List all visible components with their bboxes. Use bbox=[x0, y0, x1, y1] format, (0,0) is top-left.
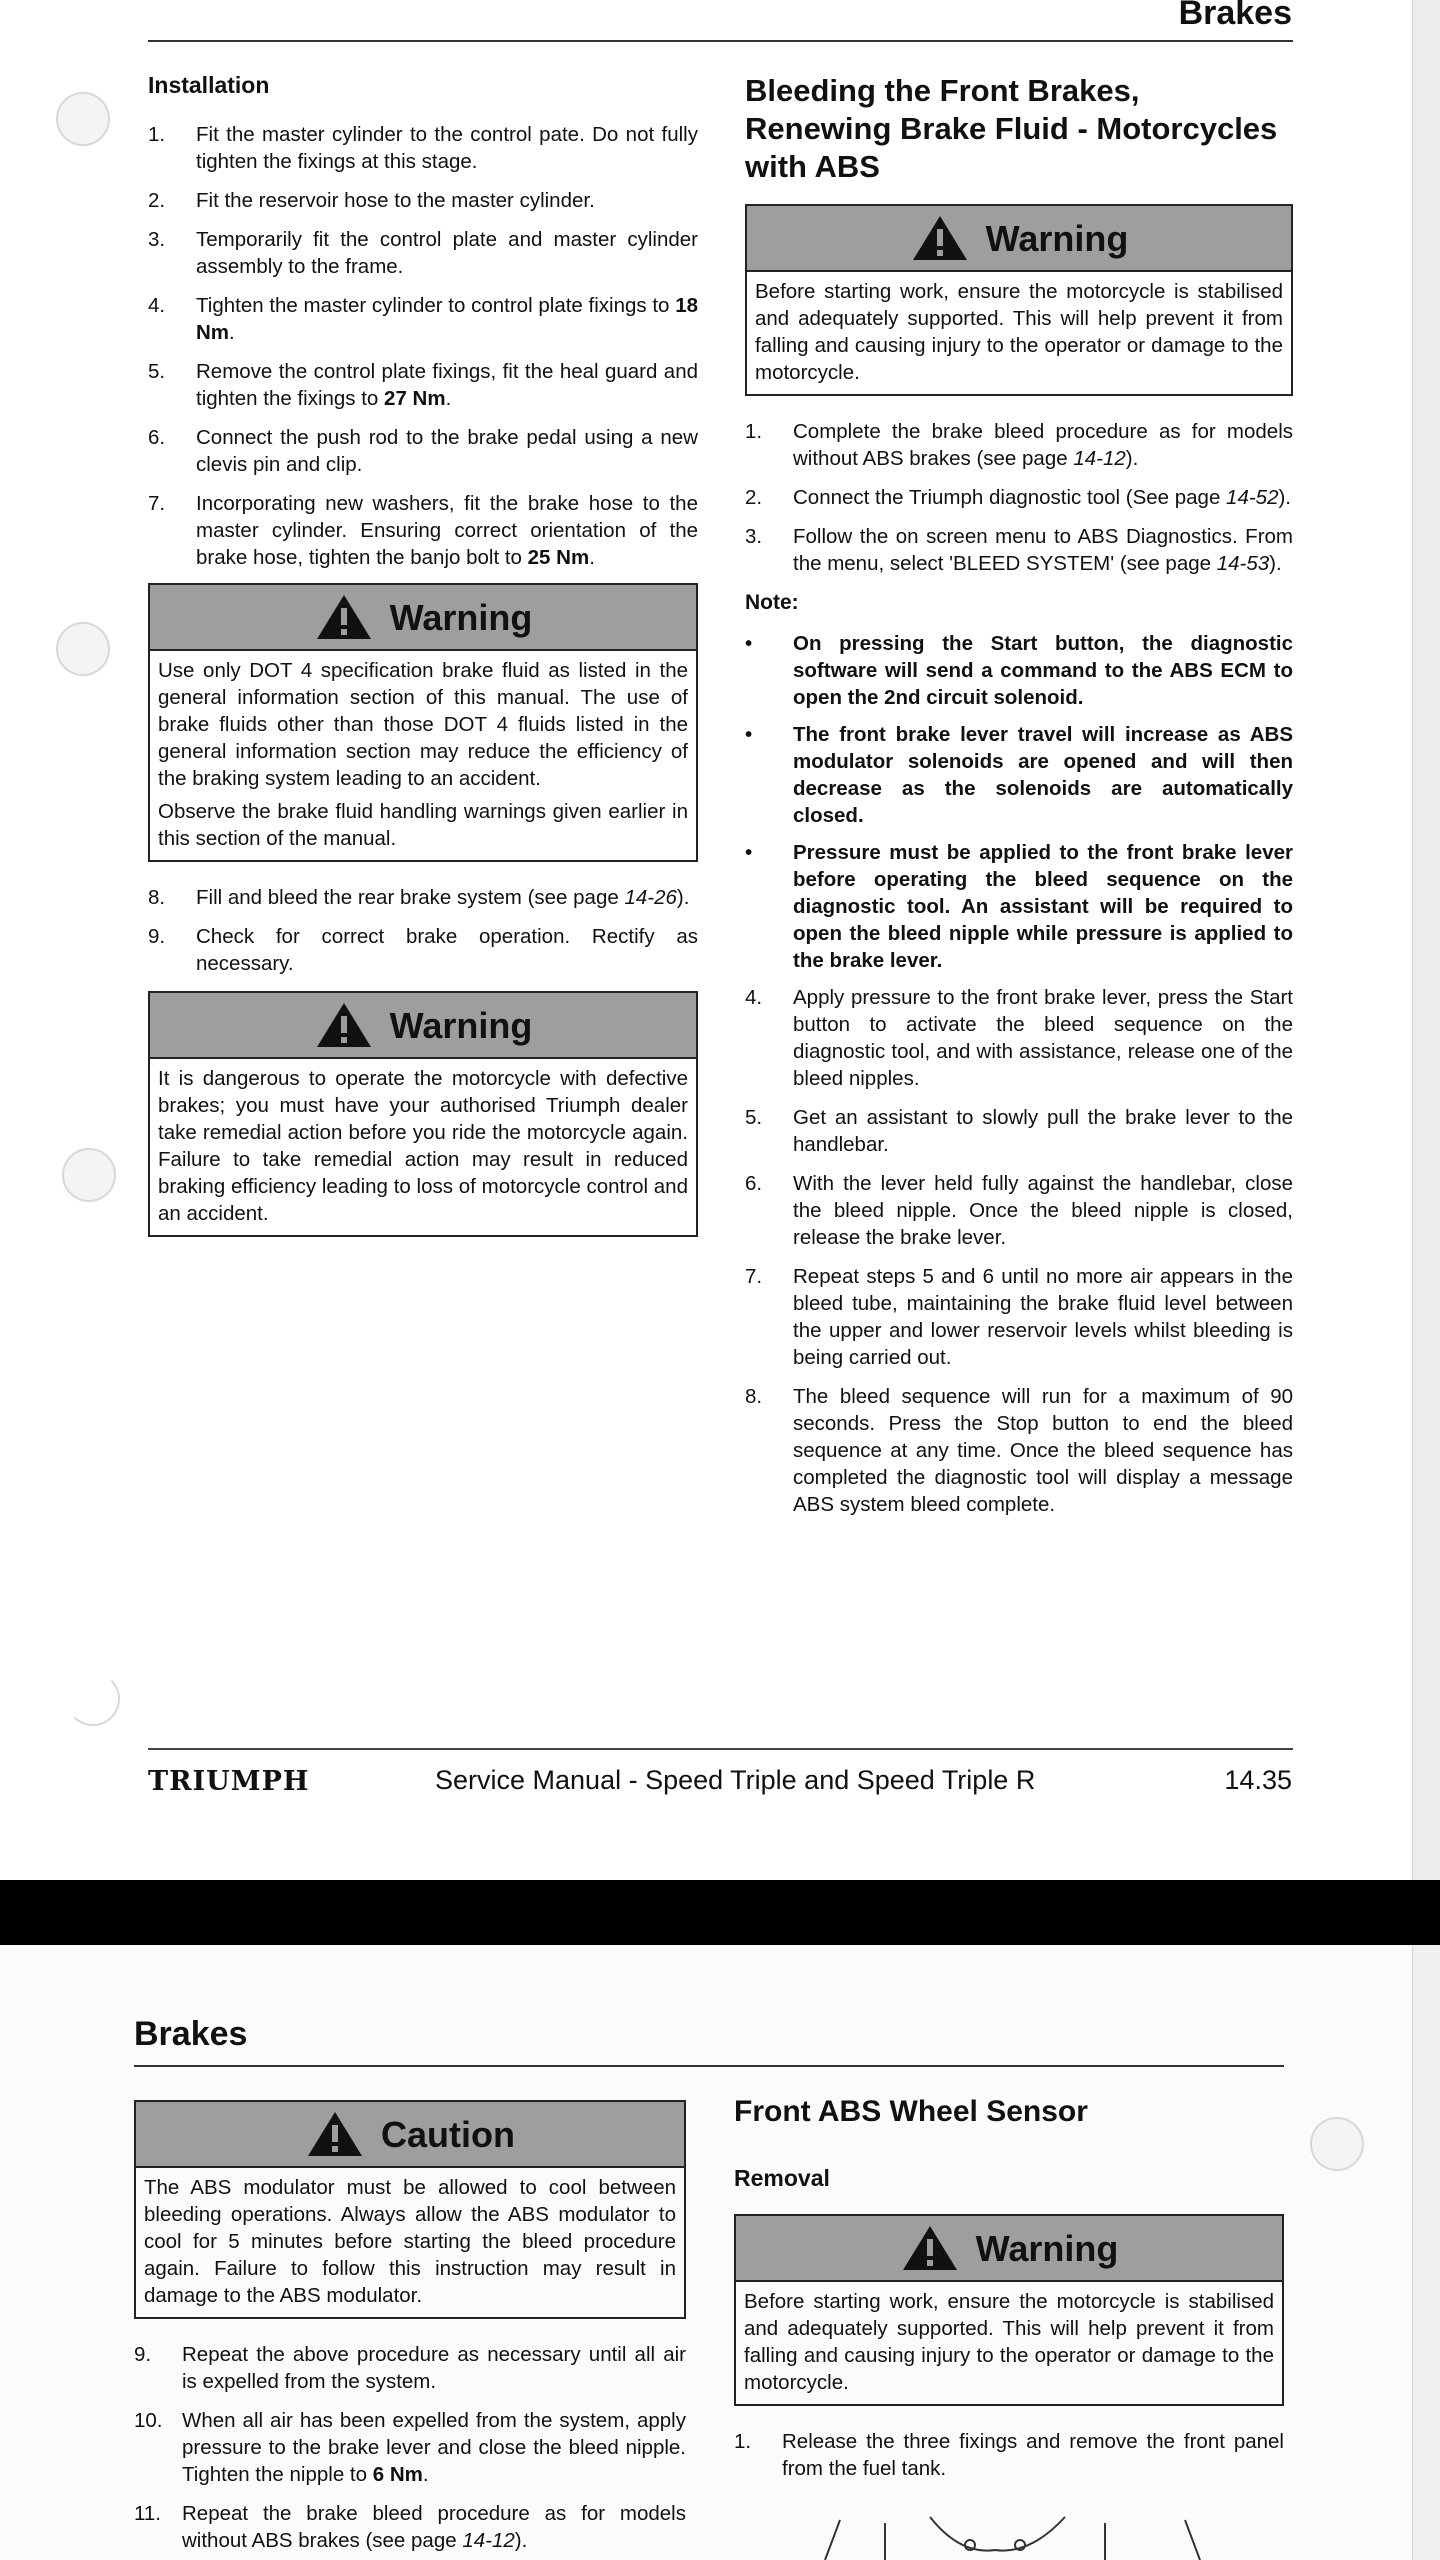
step-text: Apply pressure to the front brake lever, press the Start button to activate the bleed sequence on the diagnostic tool, and with assistance, release one of the bleed nipples. bbox=[793, 986, 1293, 1090]
warning-text: It is dangerous to operate the motorcycle with defective brakes; you must have your authorised Triumph dealer take remedial action before you ride the motorcycle again. Failure to take remedial action may result in reduced braking efficiency leading to loss of motorcycle control and an accident. bbox=[158, 1067, 688, 1225]
installation-steps bbox=[148, 121, 698, 571]
binder-hole bbox=[1310, 2117, 1364, 2171]
step-number: 8. bbox=[745, 1385, 763, 1408]
page-reference: 14-12 bbox=[462, 2529, 515, 2552]
step-number: 8. bbox=[148, 886, 166, 909]
step-text-part: ). bbox=[1125, 447, 1139, 470]
warning-header bbox=[150, 993, 696, 1059]
notes-list bbox=[745, 630, 1293, 974]
header-rule bbox=[134, 2065, 1284, 2067]
step-text-part: Fill and bleed the rear brake system (see page bbox=[196, 886, 625, 909]
right-column bbox=[734, 2093, 1284, 2494]
step-item bbox=[148, 292, 698, 346]
page-header-title: Brakes bbox=[1178, 0, 1292, 32]
step-text: Fit the master cylinder to the control pate. Do not fully tighten the fixings at this stage. bbox=[196, 123, 698, 173]
page-reference: 14-12 bbox=[1073, 447, 1126, 470]
warning-box bbox=[148, 991, 698, 1237]
step-text: The bleed sequence will run for a maximum of 90 seconds. Press the Stop button to end the bleed sequence at any time. Once the bleed sequence has completed the diagnostic tool will display a message ABS system bleed complete. bbox=[793, 1385, 1293, 1516]
step-text: Repeat the above procedure as necessary until all air is expelled from the system. bbox=[182, 2343, 686, 2393]
warning-text: Observe the brake fluid handling warnings given earlier in this section of the manual. bbox=[158, 800, 688, 850]
step-item bbox=[745, 418, 1293, 472]
caution-label: Caution bbox=[381, 2113, 515, 2155]
step-text: Connect the push rod to the brake pedal using a new clevis pin and clip. bbox=[196, 426, 698, 476]
left-column bbox=[134, 2100, 686, 2560]
step-number: 7. bbox=[148, 492, 166, 515]
warning-label: Warning bbox=[389, 1004, 533, 1046]
step-item bbox=[148, 490, 698, 571]
note-item bbox=[745, 721, 1293, 829]
step-item bbox=[745, 484, 1293, 511]
warning-header bbox=[736, 2216, 1282, 2282]
step-item bbox=[148, 121, 698, 175]
warning-triangle-icon bbox=[314, 592, 374, 642]
bleeding-steps bbox=[745, 418, 1293, 577]
warning-triangle-icon bbox=[900, 2223, 960, 2273]
page-edge bbox=[1412, 1945, 1440, 2560]
step-text-part: . bbox=[229, 321, 235, 344]
page-edge bbox=[1412, 0, 1440, 1880]
warning-header bbox=[150, 585, 696, 651]
installation-steps-cont bbox=[148, 884, 698, 977]
step-number: 7. bbox=[745, 1265, 763, 1288]
step-item bbox=[134, 2341, 686, 2395]
page-reference: 14-26 bbox=[624, 886, 677, 909]
step-number: 3. bbox=[745, 525, 763, 548]
warning-label: Warning bbox=[389, 596, 533, 638]
step-item bbox=[148, 226, 698, 280]
step-text-part: ). bbox=[514, 2529, 528, 2552]
header-rule bbox=[148, 40, 1293, 42]
step-text: With the lever held fully against the handlebar, close the bleed nipple. Once the bleed nipple is closed, release the brake lever. bbox=[793, 1172, 1293, 1249]
step-number: 2. bbox=[745, 486, 763, 509]
triumph-logo: TRIUMPH bbox=[148, 1766, 310, 1797]
step-text: Fit the reservoir hose to the master cylinder. bbox=[196, 189, 595, 212]
step-text: Release the three fixings and remove the front panel from the fuel tank. bbox=[782, 2430, 1284, 2480]
footer-title: Service Manual - Speed Triple and Speed Triple R bbox=[435, 1765, 1036, 1795]
step-item bbox=[148, 424, 698, 478]
right-column bbox=[745, 72, 1293, 1530]
step-text-part: . bbox=[445, 387, 452, 410]
step-number: 5. bbox=[148, 360, 166, 383]
binder-hole bbox=[66, 1672, 120, 1726]
step-text-part: Tighten the master cylinder to control plate fixings to bbox=[196, 294, 676, 317]
note-item bbox=[745, 839, 1293, 974]
step-item bbox=[148, 923, 698, 977]
torque-value: 6 Nm bbox=[372, 2463, 423, 2486]
caution-header bbox=[136, 2102, 684, 2168]
step-item bbox=[148, 884, 698, 911]
step-item bbox=[745, 984, 1293, 1092]
step-item bbox=[148, 187, 698, 214]
note-text: On pressing the Start button, the diagnostic software will send a command to the ABS ECM to open the 2nd circuit solenoid. bbox=[793, 632, 1293, 709]
warning-box bbox=[734, 2214, 1284, 2406]
step-text: Temporarily fit the control plate and master cylinder assembly to the frame. bbox=[196, 228, 698, 278]
binder-hole bbox=[56, 622, 110, 676]
step-item bbox=[745, 523, 1293, 577]
caution-box bbox=[134, 2100, 686, 2319]
step-text bbox=[196, 358, 698, 412]
page-reference: 14-53 bbox=[1216, 552, 1270, 575]
footer-rule bbox=[148, 1748, 1293, 1750]
section-heading-installation: Installation bbox=[148, 72, 270, 98]
warning-label: Warning bbox=[985, 217, 1129, 259]
step-number: 2. bbox=[148, 189, 166, 212]
note-text: The front brake lever travel will increase as ABS modulator solenoids are opened and will then decrease as the solenoids are automatically closed. bbox=[793, 723, 1293, 827]
step-text-part: . bbox=[422, 2463, 429, 2486]
step-text bbox=[793, 484, 1293, 511]
step-text-part: ). bbox=[676, 886, 690, 909]
caution-body bbox=[136, 2168, 684, 2317]
step-text bbox=[196, 490, 698, 571]
section-heading-wheel-sensor: Front ABS Wheel Sensor bbox=[734, 2095, 1088, 2128]
warning-text: Before starting work, ensure the motorcycle is stabilised and adequately supported. This will help prevent it from falling and causing injury to the operator or damage to the motorcycle. bbox=[744, 2290, 1274, 2394]
step-text-part: Connect the Triumph diagnostic tool (See page bbox=[793, 486, 1227, 509]
step-number: 1. bbox=[734, 2430, 752, 2453]
step-text-part: ). bbox=[1269, 552, 1282, 575]
step-text bbox=[182, 2500, 686, 2554]
left-column bbox=[148, 72, 698, 1259]
binder-hole bbox=[62, 1148, 116, 1202]
step-number: 10. bbox=[134, 2409, 163, 2432]
torque-value: 18 Nm bbox=[196, 294, 698, 344]
step-number: 9. bbox=[148, 925, 166, 948]
step-number: 6. bbox=[148, 426, 166, 449]
step-number: 1. bbox=[745, 420, 763, 443]
warning-body bbox=[150, 651, 696, 860]
warning-triangle-icon bbox=[314, 1000, 374, 1050]
binder-hole bbox=[56, 92, 110, 146]
bullet-icon: • bbox=[745, 841, 753, 864]
warning-label: Warning bbox=[975, 2227, 1119, 2269]
step-text bbox=[196, 292, 698, 346]
note-text: Pressure must be applied to the front brake lever before operating the bleed sequence on the diagnostic tool. An assistant will be required to open the bleed nipple while pressure is applied to the brake lever. bbox=[793, 841, 1293, 972]
page-header-title: Brakes bbox=[134, 2015, 248, 2053]
page-number: 14.35 bbox=[1224, 1765, 1292, 1795]
step-item bbox=[134, 2407, 686, 2488]
note-item bbox=[745, 630, 1293, 711]
step-item bbox=[745, 1104, 1293, 1158]
manual-page-next bbox=[0, 1945, 1440, 2560]
subheading-removal: Removal bbox=[734, 2165, 830, 2191]
step-item bbox=[134, 2500, 686, 2554]
step-text-part: When all air has been expelled from the system, apply pressure to the brake lever and close the bleed nipple. Tighten the nipple to bbox=[182, 2409, 686, 2486]
step-item bbox=[745, 1170, 1293, 1251]
step-number: 11. bbox=[134, 2502, 161, 2525]
step-number: 6. bbox=[745, 1172, 763, 1195]
step-text: Get an assistant to slowly pull the brake lever to the handlebar. bbox=[793, 1106, 1293, 1156]
step-number: 5. bbox=[745, 1106, 763, 1129]
step-text-part: Follow the on screen menu to ABS Diagnostics. From the menu, select 'BLEED SYSTEM' (see page bbox=[793, 525, 1293, 575]
step-item bbox=[148, 358, 698, 412]
caution-triangle-icon bbox=[305, 2109, 365, 2159]
step-text-part: Incorporating new washers, fit the brake hose to the master cylinder. Ensuring correct orientation of the brake hose, tighten the banjo bolt to bbox=[196, 492, 698, 569]
warning-box bbox=[745, 204, 1293, 396]
step-text: Check for correct brake operation. Rectify as necessary. bbox=[196, 925, 698, 975]
section-heading-bleeding: Bleeding the Front Brakes, Renewing Brake Fluid - Motorcycles with ABS bbox=[745, 73, 1278, 184]
warning-text: Use only DOT 4 specification brake fluid as listed in the general information section of this manual. The use of brake fluids other than those DOT 4 fluids listed in the general information section may reduce the efficiency of the braking system leading to an accident. bbox=[158, 659, 688, 790]
step-item bbox=[734, 2428, 1284, 2482]
warning-body bbox=[747, 272, 1291, 394]
step-number: 4. bbox=[148, 294, 166, 317]
bleeding-steps-cont bbox=[134, 2341, 686, 2554]
step-item bbox=[745, 1383, 1293, 1518]
removal-steps bbox=[734, 2428, 1284, 2482]
warning-box bbox=[148, 583, 698, 862]
fuel-tank-illustration bbox=[780, 2515, 1240, 2560]
step-text bbox=[793, 523, 1293, 577]
step-item bbox=[745, 1263, 1293, 1371]
warning-header bbox=[747, 206, 1291, 272]
caution-text: The ABS modulator must be allowed to cool between bleeding operations. Always allow the ABS modulator to cool for 5 minutes before starting the bleed procedure again. Failure to follow this instruction may result in damage to the ABS modulator. bbox=[144, 2176, 676, 2307]
step-text-part: Repeat the brake bleed procedure as for models without ABS brakes (see page bbox=[182, 2502, 686, 2552]
torque-value: 27 Nm bbox=[384, 387, 446, 410]
bullet-icon: • bbox=[745, 723, 753, 746]
step-text-part: ). bbox=[1278, 486, 1292, 509]
warning-body bbox=[736, 2282, 1282, 2404]
page-reference: 14-52 bbox=[1226, 486, 1279, 509]
step-text bbox=[793, 418, 1293, 472]
warning-body bbox=[150, 1059, 696, 1235]
warning-text: Before starting work, ensure the motorcycle is stabilised and adequately supported. This will help prevent it from falling and causing injury to the operator or damage to the motorcycle. bbox=[755, 280, 1283, 384]
bleeding-steps-cont bbox=[745, 984, 1293, 1518]
warning-triangle-icon bbox=[910, 213, 970, 263]
step-number: 1. bbox=[148, 123, 166, 146]
step-text-part: . bbox=[589, 546, 595, 569]
step-text bbox=[196, 884, 698, 911]
step-text: Repeat steps 5 and 6 until no more air appears in the bleed tube, maintaining the brake fluid level between the upper and lower reservoir levels whilst bleeding is being carried out. bbox=[793, 1265, 1293, 1369]
bullet-icon: • bbox=[745, 632, 753, 655]
step-number: 4. bbox=[745, 986, 763, 1009]
step-text-part: Complete the brake bleed procedure as for models without ABS brakes (see page bbox=[793, 420, 1293, 470]
note-title: Note: bbox=[745, 591, 799, 614]
torque-value: 25 Nm bbox=[527, 546, 590, 569]
step-number: 9. bbox=[134, 2343, 152, 2366]
step-text bbox=[182, 2407, 686, 2488]
step-text-part: Remove the control plate fixings, fit the heal guard and tighten the fixings to bbox=[196, 360, 698, 410]
step-number: 3. bbox=[148, 228, 166, 251]
